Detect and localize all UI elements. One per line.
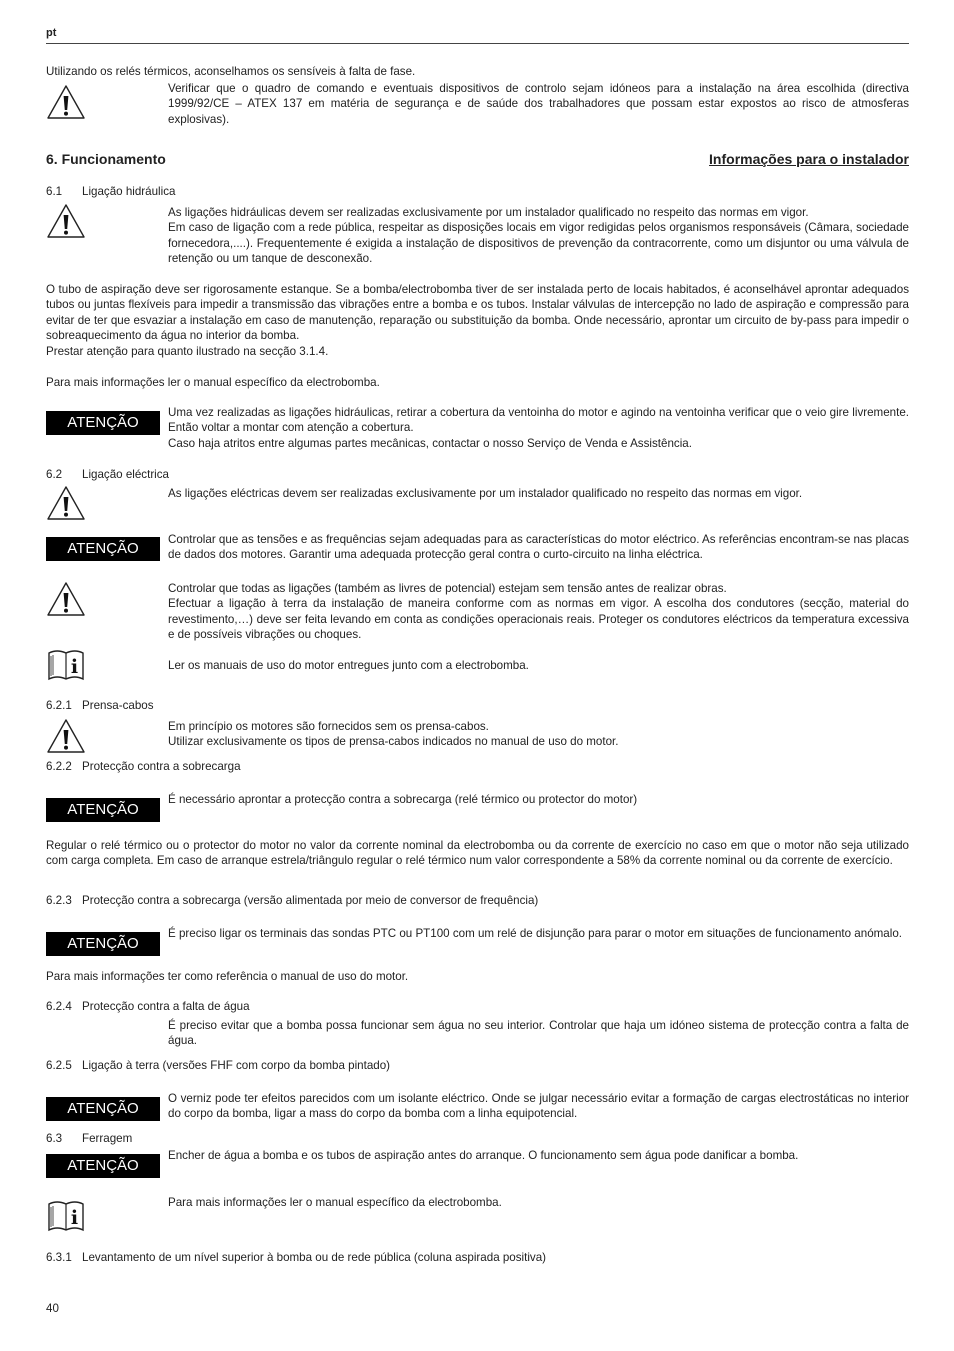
section-title: Ferragem [82,1132,133,1145]
section-6-2-3-heading [46,893,538,908]
header-rule [46,43,909,44]
attention-label: ATENÇÃO [46,932,160,956]
section-title: Ligação hidráulica [82,185,176,198]
section-number: 6.1 [46,185,63,198]
section-number: 6.2.3 [46,894,72,907]
section-title: Protecção contra a falta de água [82,1000,250,1013]
intro-text: Utilizando os relés térmicos, aconselhamos os sensíveis à falta de fase. [46,65,416,78]
hydraulic-warning-text: As ligações hidráulicas devem ser realizadas exclusivamente por um instalador qualificado no respeito das normas em vigor. Em caso de ligação com a rede pública, respeitar as disposições locais em vigor redigidas pelos organismos responsáveis (Câmara, sociedade fornecedora,....). Frequentemente é exigida a instalação de dispositivos de prevenção da contracorrente, como um disjuntor ou uma válvula de retenção ou um tanque de desconexão. [168,206,909,266]
warning-icon [46,718,86,754]
overload-paragraph: Regular o relé térmico ou o protector do motor no valor da corrente nominal da electrobomba ou da corrente de exercício no caso em que o motor não seja utilizado com carga completa. Em caso de arranque estrela/triângulo regular o relé térmico num valor correspondente a 58% da corrente nominal ou da corrente de exercício. [46,839,909,868]
section-6-3-heading [46,1131,132,1146]
attention-label: ATENÇÃO [46,537,160,561]
section-title: Protecção contra a sobrecarga (versão alimentada por meio de conversor de frequência) [82,894,539,907]
page-number: 40 [46,1302,59,1315]
hydraulic-paragraph: O tubo de aspiração deve ser rigorosamente estanque. Se a bomba/electrobomba tiver de ser instalada perto de locais habitados, é aconselhável aprontar adequados tubos ou juntas flexíveis para impedir a transmissão das vibrações entre a bomba e os tubos. Instalar válvulas de intercepção no lado de aspiração e compressão para evitar de ter que esvaziar a instalação em caso de manutenção, reparação ou substituição da bomba. Onde necessário, aprontar um circuito de by-pass para impedir o sobreaquecimento da água no interior da bomba. Prestar atenção para quanto ilustrado na secção 3.1.4. [46,283,909,358]
section-6-3-1-heading [46,1250,546,1265]
section-title: Levantamento de um nível superior à bomba ou de rede pública (coluna aspirada positiva) [82,1251,547,1264]
section-title: Protecção contra a sobrecarga [82,760,241,773]
motor-manual-text: Ler os manuais de uso do motor entregues junto com a electrobomba. [168,659,529,672]
attention-label: ATENÇÃO [46,411,160,435]
section-6-2-4-heading [46,999,250,1014]
overload-attention-text: É necessário aprontar a protecção contra a sobrecarga (relé térmico ou protector do motor) [168,793,638,806]
section-number: 6.2.1 [46,699,72,712]
section-title: Ligação à terra (versões FHF com corpo da bomba pintado) [82,1059,391,1072]
chapter-right-title: Informações para o instalador [709,151,909,167]
warning-icon [46,84,86,120]
section-number: 6.3.1 [46,1251,72,1264]
section-number: 6.2.2 [46,760,72,773]
manual-info-icon [46,1199,86,1233]
section-6-1-heading [46,184,175,199]
warning-icon [46,203,86,239]
section-number: 6.2 [46,468,63,481]
ptc-attention-text: É preciso ligar os terminais das sondas PTC ou PT100 com um relé de disjunção para parar o motor em situações de funcionamento anómalo. [168,927,903,940]
warning-icon [46,581,86,617]
electrical-warning-text-2: Controlar que todas as ligações (também as livres de potencial) estejam sem tensão antes de realizar obras. Efectuar a ligação à terra da instalação de maneira conforme com as normas em vigor. A escolha dos condutores (secção, material do revestimento,…) deve ser feita levando em conta as condições operacionais reais. Proteger os condutores eléctricos da temperatura excessiva e de possíveis vibrações ou choques. [168,582,909,642]
hydraulic-attention-text: Uma vez realizadas as ligações hidráulicas, retirar a cobertura da ventoinha do motor e agindo na ventoinha verificar que o veio gire livremente. Então voltar a montar com atenção a cobertura. Caso haja atritos entre algumas partes mecânicas, contactar o nosso Serviço de Venda e Assistência. [168,406,909,450]
earthing-attention-text: O verniz pode ter efeitos parecidos com um isolante eléctrico. Onde se julgar necessário evitar a formação de cargas electrostáticas no interior do corpo da bomba, ligar a mass do corpo da bomba com a linha equipotencial. [168,1092,909,1121]
attention-label: ATENÇÃO [46,1097,160,1121]
warning-icon [46,485,86,521]
attention-label: ATENÇÃO [46,798,160,822]
manual-info-icon [46,648,86,682]
atex-warning-text: Verificar que o quadro de comando e eventuais dispositivos de controlo sejam idóneos para a instalação na área escolhida (directiva 1999/92/CE – ATEX 137 em matéria de segurança e de saúde dos trabalhadores que possam estar expostos ao risco de atmosferas explosivas). [168,82,909,126]
hydraulic-more-info: Para mais informações ler o manual específico da electrobomba. [46,376,380,389]
section-title: Prensa-cabos [82,699,154,712]
pump-manual-text: Para mais informações ler o manual específico da electrobomba. [168,1196,502,1209]
section-number: 6.2.4 [46,1000,72,1013]
chapter-title: 6. Funcionamento [46,151,166,167]
electrical-attention-text: Controlar que as tensões e as frequências sejam adequadas para as características do motor eléctrico. As referências encontram-se nas placas de dados dos motores. Garantir uma adequada protecção geral contra o curto-circuito na linha eléctrica. [168,533,909,562]
section-6-2-heading [46,467,169,482]
cable-gland-warning-text: Em princípio os motores são fornecidos sem os prensa-cabos. Utilizar exclusivamente os tipos de prensa-cabos indicados no manual de uso do motor. [168,720,619,749]
section-title: Ligação eléctrica [82,468,170,481]
motor-manual-reference: Para mais informações ter como referência o manual de uso do motor. [46,970,409,983]
priming-attention-text: Encher de água a bomba e os tubos de aspiração antes do arranque. O funcionamento sem água pode danificar a bomba. [168,1149,799,1162]
section-6-2-1-heading [46,698,154,713]
language-code: pt [46,27,57,39]
section-6-2-5-heading [46,1058,390,1073]
dry-run-text: É preciso evitar que a bomba possa funcionar sem água no seu interior. Controlar que haja um idóneo sistema de protecção contra a falta de água. [168,1019,909,1048]
section-number: 6.2.5 [46,1059,72,1072]
section-number: 6.3 [46,1132,63,1145]
section-6-2-2-heading [46,759,241,774]
electrical-warning-text: As ligações eléctricas devem ser realizadas exclusivamente por um instalador qualificado no respeito das normas em vigor. [168,487,803,500]
attention-label: ATENÇÃO [46,1154,160,1178]
